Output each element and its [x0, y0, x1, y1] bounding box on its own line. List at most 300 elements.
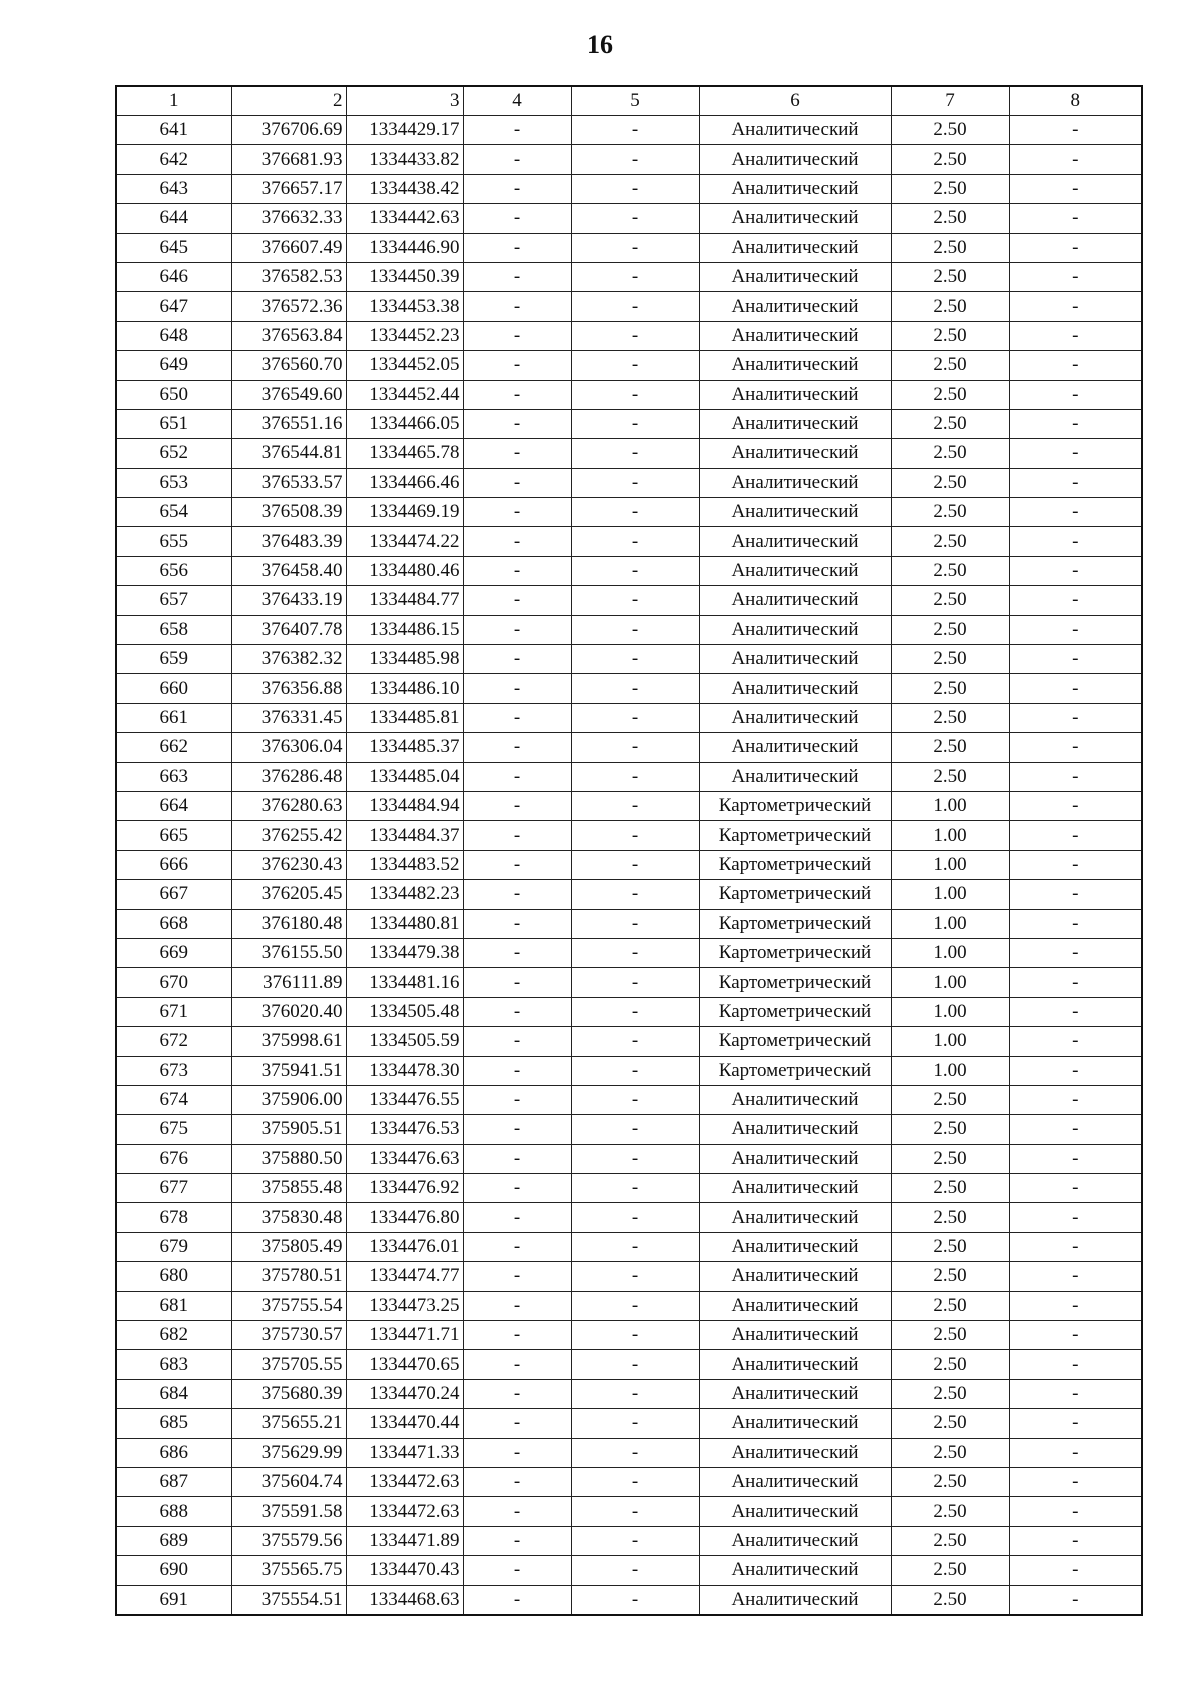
method-cell: Аналитический — [699, 174, 891, 203]
y-coordinate-cell: 1334476.63 — [346, 1144, 463, 1173]
point-number-cell: 659 — [116, 645, 231, 674]
col5-cell: - — [571, 351, 699, 380]
col8-cell: - — [1009, 1203, 1142, 1232]
x-coordinate-cell: 376382.32 — [231, 645, 346, 674]
precision-cell: 2.50 — [891, 1203, 1009, 1232]
precision-cell: 2.50 — [891, 380, 1009, 409]
precision-cell: 2.50 — [891, 1085, 1009, 1114]
x-coordinate-cell: 376286.48 — [231, 762, 346, 791]
col5-cell: - — [571, 1056, 699, 1085]
x-coordinate-cell: 376551.16 — [231, 409, 346, 438]
y-coordinate-cell: 1334466.05 — [346, 409, 463, 438]
col4-cell: - — [463, 1321, 571, 1350]
point-number-cell: 688 — [116, 1497, 231, 1526]
col4-cell: - — [463, 938, 571, 967]
col5-cell: - — [571, 380, 699, 409]
precision-cell: 2.50 — [891, 409, 1009, 438]
col8-cell: - — [1009, 1556, 1142, 1585]
point-number-cell: 672 — [116, 1027, 231, 1056]
precision-cell: 2.50 — [891, 615, 1009, 644]
table-row — [116, 556, 1142, 585]
col5-cell: - — [571, 791, 699, 820]
col4-cell: - — [463, 262, 571, 291]
y-coordinate-cell: 1334484.94 — [346, 791, 463, 820]
col5-cell: - — [571, 1174, 699, 1203]
col8-cell: - — [1009, 204, 1142, 233]
table-row — [116, 703, 1142, 732]
col8-cell: - — [1009, 1144, 1142, 1173]
y-coordinate-cell: 1334446.90 — [346, 233, 463, 262]
point-number-cell: 660 — [116, 674, 231, 703]
col8-cell: - — [1009, 1526, 1142, 1555]
col8-cell: - — [1009, 351, 1142, 380]
precision-cell: 2.50 — [891, 1467, 1009, 1496]
col4-cell: - — [463, 1027, 571, 1056]
col4-cell: - — [463, 1291, 571, 1320]
col5-cell: - — [571, 1556, 699, 1585]
column-header-4: 4 — [463, 86, 571, 116]
col5-cell: - — [571, 880, 699, 909]
col8-cell: - — [1009, 1350, 1142, 1379]
method-cell: Картометрический — [699, 997, 891, 1026]
table-row — [116, 615, 1142, 644]
precision-cell: 1.00 — [891, 821, 1009, 850]
method-cell: Аналитический — [699, 1174, 891, 1203]
method-cell: Аналитический — [699, 1350, 891, 1379]
col4-cell: - — [463, 1585, 571, 1615]
y-coordinate-cell: 1334485.04 — [346, 762, 463, 791]
col8-cell: - — [1009, 1438, 1142, 1467]
column-header-2: 2 — [231, 86, 346, 116]
col5-cell: - — [571, 1438, 699, 1467]
precision-cell: 2.50 — [891, 262, 1009, 291]
table-row — [116, 439, 1142, 468]
col5-cell: - — [571, 292, 699, 321]
x-coordinate-cell: 376582.53 — [231, 262, 346, 291]
col8-cell: - — [1009, 1115, 1142, 1144]
table-row — [116, 1497, 1142, 1526]
x-coordinate-cell: 376205.45 — [231, 880, 346, 909]
precision-cell: 2.50 — [891, 1262, 1009, 1291]
table-row — [116, 527, 1142, 556]
precision-cell: 2.50 — [891, 527, 1009, 556]
col4-cell: - — [463, 321, 571, 350]
method-cell: Аналитический — [699, 1232, 891, 1261]
table-row — [116, 1379, 1142, 1408]
table-row — [116, 1438, 1142, 1467]
method-cell: Аналитический — [699, 1438, 891, 1467]
method-cell: Картометрический — [699, 968, 891, 997]
precision-cell: 1.00 — [891, 997, 1009, 1026]
x-coordinate-cell: 376681.93 — [231, 145, 346, 174]
method-cell: Аналитический — [699, 380, 891, 409]
point-number-cell: 683 — [116, 1350, 231, 1379]
col4-cell: - — [463, 292, 571, 321]
y-coordinate-cell: 1334472.63 — [346, 1497, 463, 1526]
x-coordinate-cell: 376508.39 — [231, 498, 346, 527]
x-coordinate-cell: 375730.57 — [231, 1321, 346, 1350]
y-coordinate-cell: 1334505.59 — [346, 1027, 463, 1056]
col8-cell: - — [1009, 527, 1142, 556]
method-cell: Аналитический — [699, 615, 891, 644]
point-number-cell: 651 — [116, 409, 231, 438]
y-coordinate-cell: 1334485.98 — [346, 645, 463, 674]
col5-cell: - — [571, 968, 699, 997]
x-coordinate-cell: 376407.78 — [231, 615, 346, 644]
col5-cell: - — [571, 262, 699, 291]
col8-cell: - — [1009, 1497, 1142, 1526]
point-number-cell: 656 — [116, 556, 231, 585]
y-coordinate-cell: 1334466.46 — [346, 468, 463, 497]
point-number-cell: 653 — [116, 468, 231, 497]
x-coordinate-cell: 376483.39 — [231, 527, 346, 556]
method-cell: Аналитический — [699, 1115, 891, 1144]
col5-cell: - — [571, 850, 699, 879]
point-number-cell: 666 — [116, 850, 231, 879]
col8-cell: - — [1009, 1379, 1142, 1408]
precision-cell: 2.50 — [891, 145, 1009, 174]
precision-cell: 2.50 — [891, 1232, 1009, 1261]
precision-cell: 2.50 — [891, 1291, 1009, 1320]
x-coordinate-cell: 375755.54 — [231, 1291, 346, 1320]
col4-cell: - — [463, 409, 571, 438]
method-cell: Картометрический — [699, 821, 891, 850]
col8-cell: - — [1009, 1321, 1142, 1350]
point-number-cell: 648 — [116, 321, 231, 350]
table-row — [116, 380, 1142, 409]
y-coordinate-cell: 1334468.63 — [346, 1585, 463, 1615]
y-coordinate-cell: 1334465.78 — [346, 439, 463, 468]
table-row — [116, 1232, 1142, 1261]
col5-cell: - — [571, 1144, 699, 1173]
x-coordinate-cell: 376306.04 — [231, 733, 346, 762]
col5-cell: - — [571, 174, 699, 203]
method-cell: Аналитический — [699, 1379, 891, 1408]
col8-cell: - — [1009, 1409, 1142, 1438]
x-coordinate-cell: 376020.40 — [231, 997, 346, 1026]
col8-cell: - — [1009, 968, 1142, 997]
method-cell: Аналитический — [699, 498, 891, 527]
y-coordinate-cell: 1334438.42 — [346, 174, 463, 203]
col5-cell: - — [571, 674, 699, 703]
x-coordinate-cell: 375604.74 — [231, 1467, 346, 1496]
table-row — [116, 1556, 1142, 1585]
table-row — [116, 968, 1142, 997]
col4-cell: - — [463, 1556, 571, 1585]
y-coordinate-cell: 1334474.77 — [346, 1262, 463, 1291]
col5-cell: - — [571, 439, 699, 468]
col4-cell: - — [463, 233, 571, 262]
point-number-cell: 665 — [116, 821, 231, 850]
point-number-cell: 689 — [116, 1526, 231, 1555]
point-number-cell: 680 — [116, 1262, 231, 1291]
method-cell: Аналитический — [699, 116, 891, 145]
col5-cell: - — [571, 1467, 699, 1496]
y-coordinate-cell: 1334471.89 — [346, 1526, 463, 1555]
precision-cell: 2.50 — [891, 1350, 1009, 1379]
x-coordinate-cell: 376572.36 — [231, 292, 346, 321]
x-coordinate-cell: 376180.48 — [231, 909, 346, 938]
col4-cell: - — [463, 204, 571, 233]
point-number-cell: 652 — [116, 439, 231, 468]
y-coordinate-cell: 1334480.81 — [346, 909, 463, 938]
col4-cell: - — [463, 762, 571, 791]
method-cell: Аналитический — [699, 145, 891, 174]
x-coordinate-cell: 376560.70 — [231, 351, 346, 380]
col5-cell: - — [571, 909, 699, 938]
point-number-cell: 646 — [116, 262, 231, 291]
method-cell: Аналитический — [699, 586, 891, 615]
y-coordinate-cell: 1334453.38 — [346, 292, 463, 321]
method-cell: Аналитический — [699, 439, 891, 468]
x-coordinate-cell: 376280.63 — [231, 791, 346, 820]
method-cell: Картометрический — [699, 791, 891, 820]
column-header-6: 6 — [699, 86, 891, 116]
col5-cell: - — [571, 1232, 699, 1261]
point-number-cell: 655 — [116, 527, 231, 556]
precision-cell: 2.50 — [891, 586, 1009, 615]
col4-cell: - — [463, 1203, 571, 1232]
table-row — [116, 1144, 1142, 1173]
point-number-cell: 643 — [116, 174, 231, 203]
precision-cell: 2.50 — [891, 703, 1009, 732]
y-coordinate-cell: 1334470.65 — [346, 1350, 463, 1379]
point-number-cell: 668 — [116, 909, 231, 938]
precision-cell: 1.00 — [891, 909, 1009, 938]
x-coordinate-cell: 376331.45 — [231, 703, 346, 732]
method-cell: Аналитический — [699, 556, 891, 585]
point-number-cell: 677 — [116, 1174, 231, 1203]
y-coordinate-cell: 1334483.52 — [346, 850, 463, 879]
col8-cell: - — [1009, 1585, 1142, 1615]
col4-cell: - — [463, 1144, 571, 1173]
table-row — [116, 321, 1142, 350]
x-coordinate-cell: 375629.99 — [231, 1438, 346, 1467]
point-number-cell: 684 — [116, 1379, 231, 1408]
x-coordinate-cell: 376607.49 — [231, 233, 346, 262]
y-coordinate-cell: 1334474.22 — [346, 527, 463, 556]
point-number-cell: 657 — [116, 586, 231, 615]
y-coordinate-cell: 1334470.24 — [346, 1379, 463, 1408]
col8-cell: - — [1009, 997, 1142, 1026]
col8-cell: - — [1009, 762, 1142, 791]
col4-cell: - — [463, 733, 571, 762]
x-coordinate-cell: 376111.89 — [231, 968, 346, 997]
col5-cell: - — [571, 645, 699, 674]
y-coordinate-cell: 1334482.23 — [346, 880, 463, 909]
col4-cell: - — [463, 1379, 571, 1408]
x-coordinate-cell: 376155.50 — [231, 938, 346, 967]
table-row — [116, 116, 1142, 145]
col8-cell: - — [1009, 174, 1142, 203]
precision-cell: 2.50 — [891, 1379, 1009, 1408]
col4-cell: - — [463, 145, 571, 174]
x-coordinate-cell: 375655.21 — [231, 1409, 346, 1438]
precision-cell: 2.50 — [891, 1526, 1009, 1555]
col4-cell: - — [463, 556, 571, 585]
precision-cell: 2.50 — [891, 645, 1009, 674]
col8-cell: - — [1009, 321, 1142, 350]
x-coordinate-cell: 375855.48 — [231, 1174, 346, 1203]
table-row — [116, 468, 1142, 497]
table-row — [116, 351, 1142, 380]
method-cell: Аналитический — [699, 1585, 891, 1615]
method-cell: Аналитический — [699, 1467, 891, 1496]
point-number-cell: 678 — [116, 1203, 231, 1232]
col4-cell: - — [463, 586, 571, 615]
column-header-8: 8 — [1009, 86, 1142, 116]
point-number-cell: 664 — [116, 791, 231, 820]
x-coordinate-cell: 375905.51 — [231, 1115, 346, 1144]
table-row — [116, 909, 1142, 938]
point-number-cell: 686 — [116, 1438, 231, 1467]
point-number-cell: 676 — [116, 1144, 231, 1173]
col8-cell: - — [1009, 1232, 1142, 1261]
table-row — [116, 645, 1142, 674]
method-cell: Картометрический — [699, 938, 891, 967]
table-row — [116, 762, 1142, 791]
y-coordinate-cell: 1334442.63 — [346, 204, 463, 233]
table-row — [116, 880, 1142, 909]
col8-cell: - — [1009, 586, 1142, 615]
precision-cell: 2.50 — [891, 174, 1009, 203]
point-number-cell: 673 — [116, 1056, 231, 1085]
point-number-cell: 670 — [116, 968, 231, 997]
x-coordinate-cell: 375906.00 — [231, 1085, 346, 1114]
table-row — [116, 1291, 1142, 1320]
y-coordinate-cell: 1334473.25 — [346, 1291, 463, 1320]
precision-cell: 1.00 — [891, 938, 1009, 967]
precision-cell: 2.50 — [891, 762, 1009, 791]
col4-cell: - — [463, 116, 571, 145]
x-coordinate-cell: 375780.51 — [231, 1262, 346, 1291]
table-row — [116, 1115, 1142, 1144]
col4-cell: - — [463, 1085, 571, 1114]
col5-cell: - — [571, 615, 699, 644]
col5-cell: - — [571, 821, 699, 850]
point-number-cell: 641 — [116, 116, 231, 145]
col8-cell: - — [1009, 909, 1142, 938]
col4-cell: - — [463, 1056, 571, 1085]
y-coordinate-cell: 1334471.33 — [346, 1438, 463, 1467]
column-header-3: 3 — [346, 86, 463, 116]
y-coordinate-cell: 1334469.19 — [346, 498, 463, 527]
method-cell: Аналитический — [699, 204, 891, 233]
col5-cell: - — [571, 762, 699, 791]
col8-cell: - — [1009, 1174, 1142, 1203]
precision-cell: 2.50 — [891, 498, 1009, 527]
col8-cell: - — [1009, 1262, 1142, 1291]
col5-cell: - — [571, 1027, 699, 1056]
col5-cell: - — [571, 321, 699, 350]
point-number-cell: 658 — [116, 615, 231, 644]
table-row — [116, 204, 1142, 233]
col8-cell: - — [1009, 880, 1142, 909]
col8-cell: - — [1009, 1467, 1142, 1496]
table-row — [116, 821, 1142, 850]
col8-cell: - — [1009, 1027, 1142, 1056]
col8-cell: - — [1009, 674, 1142, 703]
y-coordinate-cell: 1334485.81 — [346, 703, 463, 732]
col8-cell: - — [1009, 262, 1142, 291]
precision-cell: 2.50 — [891, 733, 1009, 762]
precision-cell: 2.50 — [891, 1321, 1009, 1350]
method-cell: Аналитический — [699, 527, 891, 556]
col5-cell: - — [571, 1526, 699, 1555]
x-coordinate-cell: 376563.84 — [231, 321, 346, 350]
col5-cell: - — [571, 938, 699, 967]
method-cell: Аналитический — [699, 1497, 891, 1526]
x-coordinate-cell: 375579.56 — [231, 1526, 346, 1555]
point-number-cell: 642 — [116, 145, 231, 174]
point-number-cell: 685 — [116, 1409, 231, 1438]
precision-cell: 2.50 — [891, 292, 1009, 321]
point-number-cell: 662 — [116, 733, 231, 762]
col5-cell: - — [571, 1203, 699, 1232]
col4-cell: - — [463, 1174, 571, 1203]
col4-cell: - — [463, 968, 571, 997]
table-row — [116, 586, 1142, 615]
col4-cell: - — [463, 909, 571, 938]
precision-cell: 2.50 — [891, 321, 1009, 350]
x-coordinate-cell: 375830.48 — [231, 1203, 346, 1232]
x-coordinate-cell: 376433.19 — [231, 586, 346, 615]
col4-cell: - — [463, 174, 571, 203]
precision-cell: 2.50 — [891, 674, 1009, 703]
col5-cell: - — [571, 997, 699, 1026]
point-number-cell: 654 — [116, 498, 231, 527]
table-row — [116, 262, 1142, 291]
x-coordinate-cell: 376657.17 — [231, 174, 346, 203]
precision-cell: 2.50 — [891, 439, 1009, 468]
precision-cell: 2.50 — [891, 468, 1009, 497]
x-coordinate-cell: 376544.81 — [231, 439, 346, 468]
col5-cell: - — [571, 233, 699, 262]
col4-cell: - — [463, 674, 571, 703]
col5-cell: - — [571, 703, 699, 732]
col8-cell: - — [1009, 409, 1142, 438]
point-number-cell: 682 — [116, 1321, 231, 1350]
method-cell: Аналитический — [699, 1203, 891, 1232]
col8-cell: - — [1009, 850, 1142, 879]
col5-cell: - — [571, 116, 699, 145]
y-coordinate-cell: 1334429.17 — [346, 116, 463, 145]
col5-cell: - — [571, 527, 699, 556]
col4-cell: - — [463, 1232, 571, 1261]
table-row — [116, 145, 1142, 174]
x-coordinate-cell: 375705.55 — [231, 1350, 346, 1379]
col5-cell: - — [571, 733, 699, 762]
precision-cell: 2.50 — [891, 204, 1009, 233]
col4-cell: - — [463, 1409, 571, 1438]
table-row — [116, 292, 1142, 321]
col8-cell: - — [1009, 380, 1142, 409]
col4-cell: - — [463, 1526, 571, 1555]
y-coordinate-cell: 1334476.92 — [346, 1174, 463, 1203]
col8-cell: - — [1009, 292, 1142, 321]
point-number-cell: 690 — [116, 1556, 231, 1585]
table-row — [116, 733, 1142, 762]
method-cell: Аналитический — [699, 468, 891, 497]
col8-cell: - — [1009, 468, 1142, 497]
precision-cell: 2.50 — [891, 1174, 1009, 1203]
col8-cell: - — [1009, 1085, 1142, 1114]
x-coordinate-cell: 375680.39 — [231, 1379, 346, 1408]
col4-cell: - — [463, 1497, 571, 1526]
col5-cell: - — [571, 586, 699, 615]
col8-cell: - — [1009, 615, 1142, 644]
y-coordinate-cell: 1334450.39 — [346, 262, 463, 291]
